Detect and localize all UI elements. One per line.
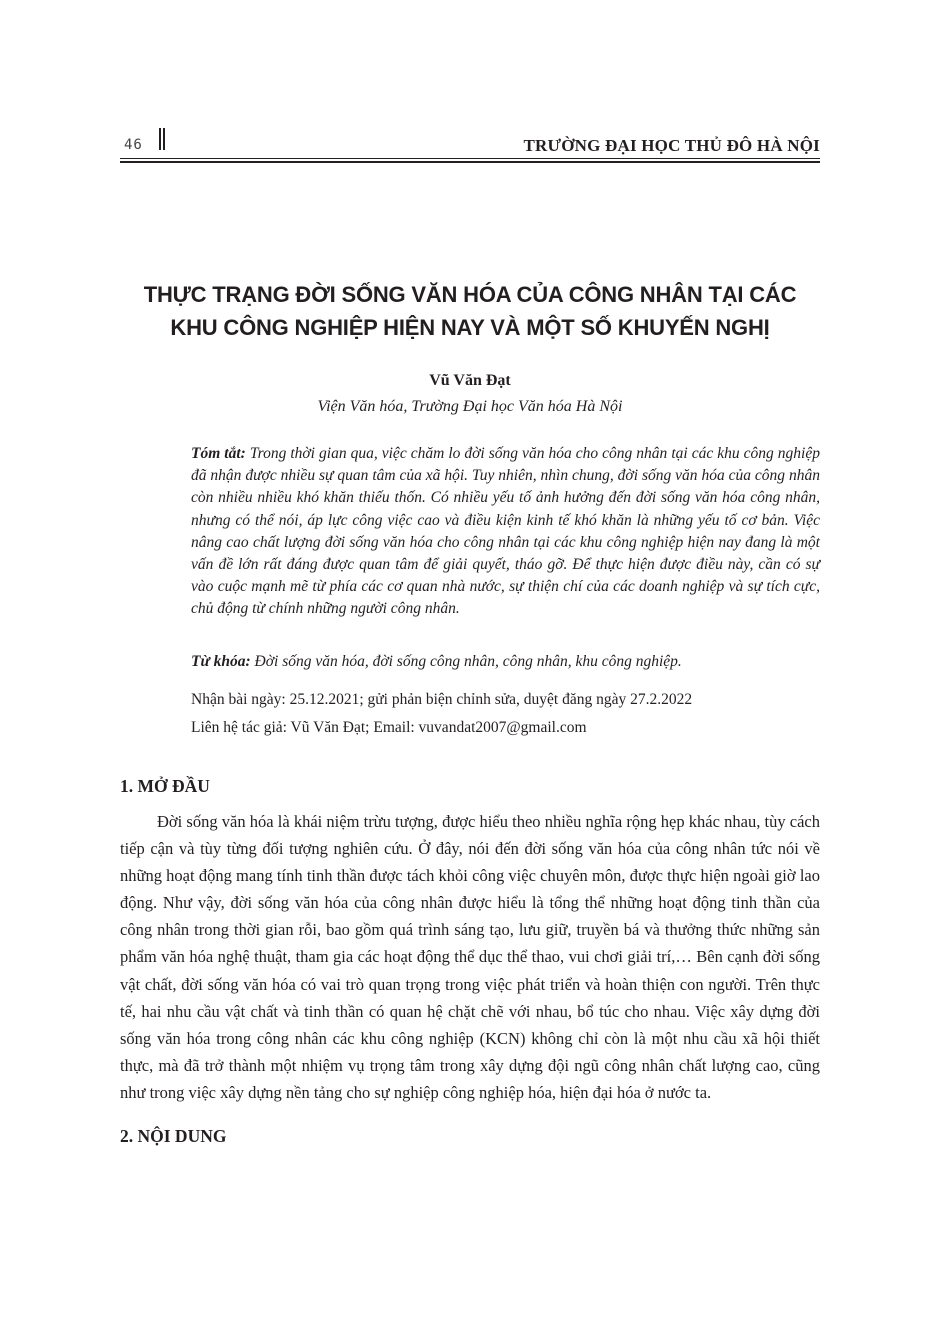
keywords-text: Đời sống văn hóa, đời sống công nhân, công nhân, khu công nghiệp.	[254, 653, 682, 670]
abstract	[191, 443, 820, 621]
author-name: Vũ Văn Đạt	[429, 372, 511, 389]
keywords	[191, 651, 820, 673]
header-rule	[120, 158, 820, 159]
journal-name: TRƯỜNG ĐẠI HỌC THỦ ĐÔ HÀ NỘI	[523, 136, 820, 155]
article-title	[120, 278, 820, 344]
title-line-2: KHU CÔNG NGHIỆP HIỆN NAY VÀ MỘT SỐ KHUYẾN NGHỊ	[170, 315, 770, 340]
abstract-text: Trong thời gian qua, việc chăm lo đời sống văn hóa cho công nhân tại các khu công nghiệp đã nhận được nhiều sự quan tâm của xã hội. Tuy nhiên, nhìn chung, đời sống văn hóa của công nhân còn nhiều nhiều khó khăn thiếu thốn. Có nhiều yếu tố ảnh hưởng đến đời sống văn hóa công nhân, nhưng có thể nói, áp lực công việc cao và điều kiện kinh tế khó khăn là những yếu tố cơ bản. Việc nâng cao chất lượng đời sống văn hóa cho công nhân tại các khu công nghiệp hiện nay đang là một vấn đề lớn rất đáng được quan tâm để giải quyết, tháo gỡ. Để thực hiện được điều này, cần có sự vào cuộc mạnh mẽ từ phía các cơ quan nhà nước, sự thiện chí của các doanh nghiệp và sự tích cực, chủ động từ chính những người công nhân.	[191, 445, 820, 618]
section-heading-content: 2. NỘI DUNG	[120, 1126, 227, 1146]
header-rule-thick	[120, 161, 820, 163]
keywords-label: Từ khóa:	[191, 653, 251, 670]
page-number: 46	[124, 137, 143, 153]
section-heading-introduction: 1. MỞ ĐẦU	[120, 776, 210, 796]
author-affiliation: Viện Văn hóa, Trường Đại học Văn hóa Hà Nội	[317, 398, 623, 415]
header-ornament	[159, 128, 165, 150]
running-header	[120, 124, 820, 160]
abstract-label: Tóm tắt:	[191, 445, 246, 462]
author-contact: Liên hệ tác giả: Vũ Văn Đạt; Email: vuvandat2007@gmail.com	[191, 719, 587, 736]
received-dates: Nhận bài ngày: 25.12.2021; gửi phản biện chỉnh sửa, duyệt đăng ngày 27.2.2022	[191, 691, 693, 708]
title-line-1: THỰC TRẠNG ĐỜI SỐNG VĂN HÓA CỦA CÔNG NHÂN TẠI CÁC	[143, 282, 797, 307]
introduction-paragraph: Đời sống văn hóa là khái niệm trừu tượng, được hiểu theo nhiều nghĩa rộng hẹp khác nhau, tùy cách tiếp cận và tùy từng đối tượng nghiên cứu. Ở đây, nói đến đời sống văn hóa của công nhân tức nói về những hoạt động mang tính tinh thần được tách khỏi công việc chuyên môn, được thực hiện ngoài giờ lao động. Như vậy, đời sống văn hóa của công nhân được hiểu là tổng thể những hoạt động tinh thần của công nhân trong thời gian rỗi, bao gồm quá trình sáng tạo, lưu giữ, truyền bá và thưởng thức những sản phẩm văn hóa nghệ thuật, tham gia các hoạt động thể dục thể thao, vui chơi giải trí,… Bên cạnh đời sống vật chất, đời sống văn hóa có vai trò quan trọng trong việc phát triển và hoàn thiện con người. Trên thực tế, hai nhu cầu vật chất và tinh thần có quan hệ chặt chẽ với nhau, bổ túc cho nhau. Việc xây dựng đời sống văn hóa trong công nhân các khu công nghiệp (KCN) không chỉ còn là một nhu cầu xã hội thiết thực, mà đã trở thành một nhiệm vụ trọng tâm trong xây dựng đội ngũ công nhân chất lượng cao, cũng như trong việc xây dựng nền tảng cho sự nghiệp công nghiệp hóa, hiện đại hóa ở nước ta.	[120, 812, 820, 1102]
